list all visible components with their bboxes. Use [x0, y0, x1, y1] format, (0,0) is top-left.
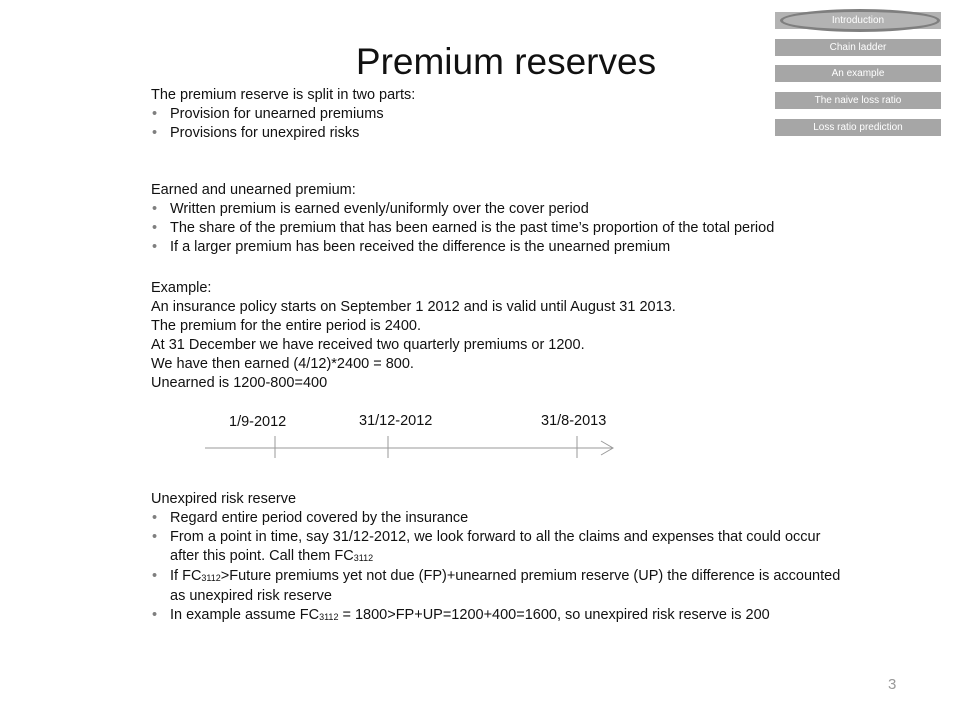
section-heading: Unexpired risk reserve — [151, 491, 297, 507]
bullet-item: • If a larger premium has been received the difference is the unearned premium — [151, 238, 851, 257]
example-line: Unearned is 1200-800=400 — [151, 375, 328, 391]
example-line: Example: — [151, 280, 212, 296]
bullet-item: • The share of the premium that has been earned is the past time’s proportion of the total period — [151, 219, 851, 238]
slide-title: Premium reserves — [355, 41, 657, 82]
subscript: 3112 — [353, 553, 374, 563]
bullet-item: • Provisions for unexpired risks — [151, 124, 851, 143]
example-line: The premium for the entire period is 2400. — [151, 318, 421, 334]
timeline-label-start: 1/9-2012 — [229, 414, 287, 430]
nav-item-label: An example — [831, 68, 885, 79]
page-number: 3 — [888, 676, 897, 693]
bullet-item: • Provision for unearned premiums — [151, 105, 851, 124]
intro-text: The premium reserve is split in two parts: — [151, 87, 416, 103]
bullet-text: >Future premiums yet not due (FP)+unearned premium reserve (UP) the difference is accounted as unexpired risk reserve — [170, 568, 841, 604]
subscript: 3112 — [319, 612, 339, 622]
section-heading: Earned and unearned premium: — [151, 182, 356, 198]
nav-item-label: Loss ratio prediction — [813, 122, 903, 133]
example-line: We have then earned (4/12)*2400 = 800. — [151, 356, 414, 372]
bullet-text: From a point in time, say 31/12-2012, we look forward to all the claims and expenses that could occur after this point. Call them FC — [170, 529, 821, 564]
bullet-item: • Written premium is earned evenly/uniformly over the cover period — [151, 200, 851, 219]
nav-item-label: Chain ladder — [829, 42, 887, 53]
example-line: An insurance policy starts on September 1 2012 and is valid until August 31 2013. — [151, 299, 676, 315]
bullet-item: • Regard entire period covered by the insurance — [151, 509, 851, 528]
example-line: At 31 December we have received two quarterly premiums or 1200. — [151, 337, 585, 353]
nav-item-label: The naive loss ratio — [814, 95, 902, 106]
bullet-text: = 1800>FP+UP=1200+400=1600, so unexpired risk reserve is 200 — [338, 607, 770, 623]
timeline-label-year-end: 31/12-2012 — [359, 413, 433, 429]
bullet-text: If FC — [170, 568, 202, 584]
nav-item-label: Introduction — [831, 15, 885, 26]
bullet-text: In example assume FC — [170, 607, 320, 623]
timeline-label-end: 31/8-2013 — [541, 413, 607, 429]
subscript: 3112 — [201, 573, 221, 583]
